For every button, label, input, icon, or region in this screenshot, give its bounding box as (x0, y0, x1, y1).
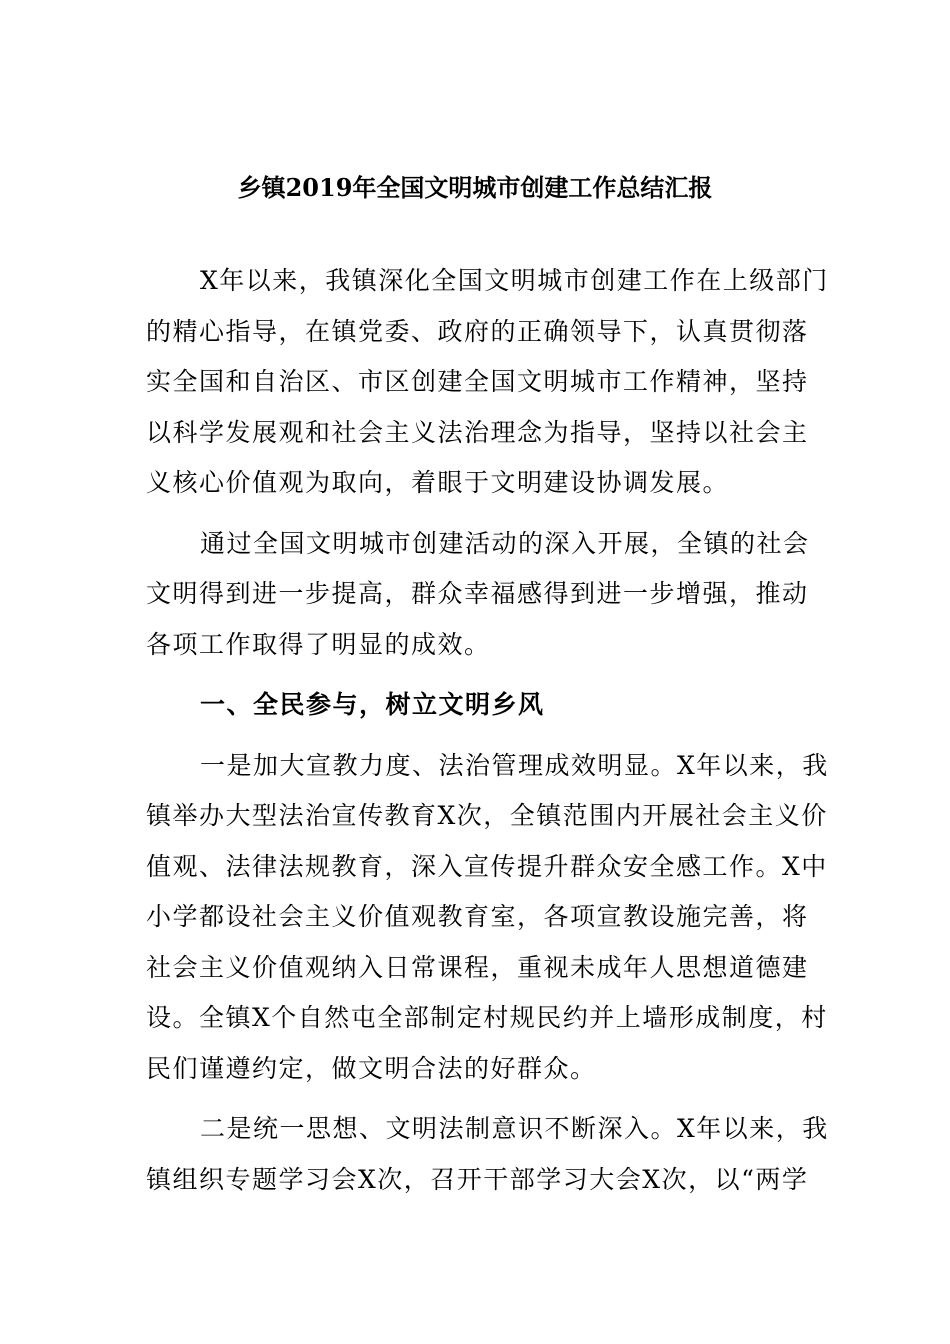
document-body (146, 256, 829, 1205)
paragraph (146, 741, 829, 1095)
document-title: 乡镇2019年全国文明城市创建工作总结汇报 (237, 173, 713, 202)
paragraph-line: 文明得到进一步提高，群众幸福感得到进一步增强，推动 (146, 579, 809, 608)
paragraph-line: 各项工作取得了明显的成效。 (146, 629, 491, 659)
paragraph-line: 通过全国文明城市创建活动的深入开展，全镇的社会 (200, 528, 810, 558)
paragraph-line: 民们谨遵约定，做文明合法的好群众。 (146, 1053, 597, 1083)
paragraph (146, 1104, 829, 1205)
paragraph-line: 义核心价值观为取向，着眼于文明建设协调发展。 (146, 468, 730, 497)
paragraph-line: 实全国和自治区、市区创建全国文明城市工作精神，坚持 (146, 367, 809, 396)
section-heading (146, 680, 806, 731)
paragraph (146, 256, 829, 509)
paragraph-line: 镇组织专题学习会X次，召开干部学习大会X次，以“两学 (146, 1164, 809, 1194)
paragraph-line: 设。全镇X个自然屯全部制定村规民约并上墙形成制度，村 (146, 1003, 828, 1032)
paragraph-line: 以科学发展观和社会主义法治理念为指导，坚持以社会主 (146, 417, 809, 447)
paragraph-line: 值观、法律法规教育，深入宣传提升群众安全感工作。X中 (146, 851, 828, 881)
paragraph-line: 小学都设社会主义价值观教育室，各项宣教设施完善，将 (146, 902, 809, 931)
paragraph-line: X年以来，我镇深化全国文明城市创建工作在上级部门 (200, 266, 829, 295)
paragraph-line: 社会主义价值观纳入日常课程，重视未成年人思想道德建 (146, 952, 809, 982)
paragraph-line: 一是加大宣教力度、法治管理成效明显。X年以来，我 (200, 750, 829, 780)
paragraph (146, 519, 810, 671)
paragraph-line: 二是统一思想、文明法制意识不断深入。X年以来，我 (200, 1114, 829, 1143)
paragraph-line: 的精心指导，在镇党委、政府的正确领导下，认真贯彻落 (146, 316, 809, 346)
section-heading-text: 一、全民参与，树立文明乡风 (200, 690, 545, 719)
paragraph-line: 镇举办大型法治宣传教育X次，全镇范围内开展社会主义价 (146, 801, 828, 830)
